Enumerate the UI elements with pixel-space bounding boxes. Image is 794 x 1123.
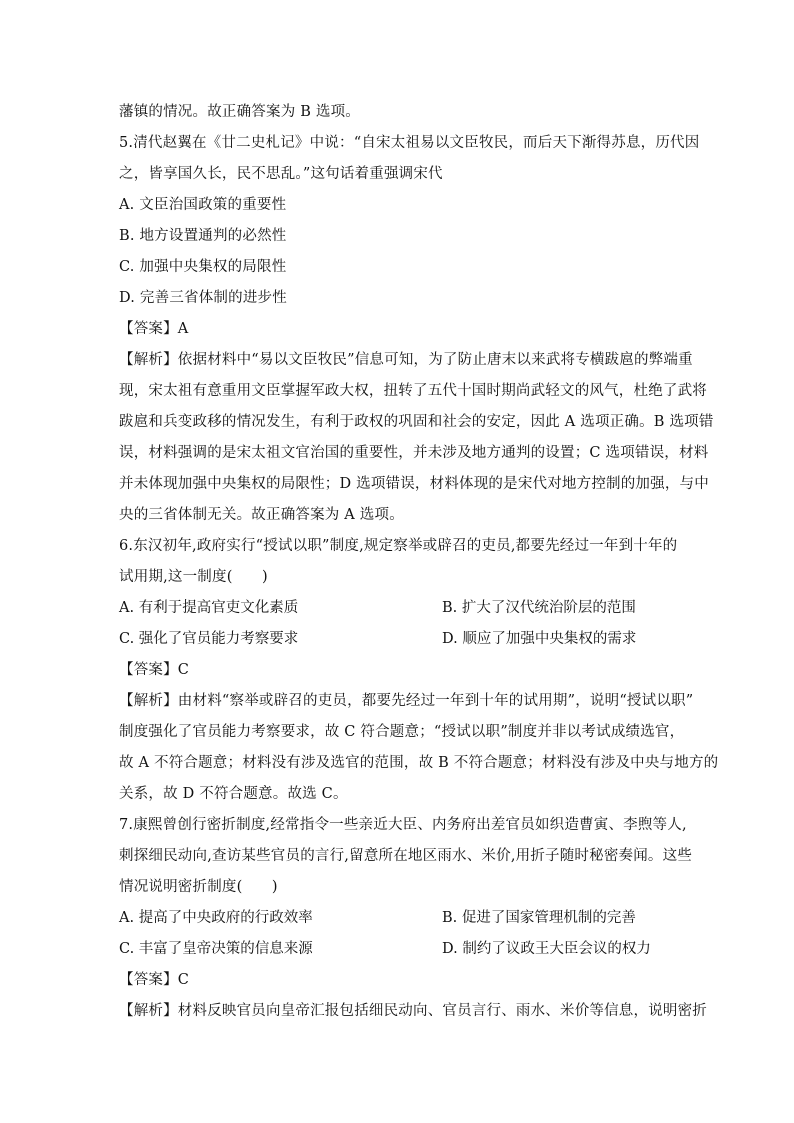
q5-answer: 【答案】A — [119, 321, 189, 337]
q6-analysis: 【解析】由材料“察举或辟召的吏员，都要先经过一年到十年的试用期”，说明“授试以职” — [119, 693, 694, 709]
text-line: 藩镇的情况。故正确答案为 B 选项。 — [119, 104, 360, 120]
q5-analysis: 央的三省体制无关。故正确答案为 A 选项。 — [119, 507, 404, 523]
question-7-stem: 刺探细民动向,查访某些官员的言行,留意所在地区雨水、米价,用折子随时秘密奏闻。这些 — [119, 848, 693, 864]
q5-option-a: A. 文臣治国政策的重要性 — [119, 197, 287, 213]
q6-option-a: A. 有利于提高官吏文化素质 — [119, 600, 299, 616]
q7-answer: 【答案】C — [119, 972, 190, 988]
q5-analysis: 误，材料强调的是宋太祖文官治国的重要性，并未涉及地方通判的设置；C 选项错误，材料 — [119, 445, 709, 461]
q5-analysis: 跋扈和兵变政移的情况发生，有利于政权的巩固和社会的安定，因此 A 选项正确。B 选项错 — [119, 414, 714, 430]
q5-option-b: B. 地方设置通判的必然性 — [119, 228, 287, 244]
q5-option-c: C. 加强中央集权的局限性 — [119, 259, 287, 275]
q6-answer: 【答案】C — [119, 662, 190, 678]
question-6-stem: 6.东汉初年,政府实行“授试以职”制度,规定察举或辟召的吏员,都要先经过一年到十年的 — [119, 538, 678, 554]
q7-option-a: A. 提高了中央政府的行政效率 — [119, 910, 313, 926]
q5-analysis: 现，宋太祖有意重用文臣掌握军政大权，扭转了五代十国时期尚武轻文的风气，杜绝了武将 — [119, 383, 707, 399]
q5-analysis: 【解析】依据材料中“易以文臣牧民”信息可知，为了防止唐末以来武将专横跋扈的弊端重 — [119, 352, 693, 368]
question-5-stem: 5.清代赵翼在《廿二史札记》中说：“自宋太祖易以文臣牧民，而后天下渐得苏息，历代因 — [119, 135, 700, 151]
q7-option-b: B. 促进了国家管理机制的完善 — [442, 910, 636, 926]
q5-option-d: D. 完善三省体制的进步性 — [119, 290, 287, 306]
q7-option-c: C. 丰富了皇帝决策的信息来源 — [119, 941, 313, 957]
q7-analysis: 【解析】材料反映官员向皇帝汇报包括细民动向、官员言行、雨水、米价等信息，说明密折 — [119, 1003, 707, 1019]
question-5-stem: 之，皆享国久长，民不思乱。”这句话着重强调宋代 — [119, 166, 443, 182]
q5-analysis: 并未体现加强中央集权的局限性；D 选项错误，材料体现的是宋代对地方控制的加强，与中 — [119, 476, 709, 492]
q6-option-d: D. 顺应了加强中央集权的需求 — [442, 631, 637, 647]
q6-analysis: 故 A 不符合题意；材料没有涉及选官的范围，故 B 不符合题意；材料没有涉及中央与地方的 — [119, 755, 719, 771]
question-6-stem: 试用期,这一制度( ) — [119, 569, 268, 585]
q6-option-b: B. 扩大了汉代统治阶层的范围 — [442, 600, 636, 616]
question-7-stem: 情况说明密折制度( ) — [119, 879, 278, 895]
q6-option-c: C. 强化了官员能力考察要求 — [119, 631, 299, 647]
q6-analysis: 制度强化了官员能力考察要求，故 C 符合题意；“授试以职”制度并非以考试成绩选官， — [119, 724, 685, 740]
q7-option-d: D. 制约了议政王大臣会议的权力 — [442, 941, 651, 957]
q6-analysis: 关系，故 D 不符合题意。故选 C。 — [119, 786, 348, 802]
question-7-stem: 7.康熙曾创行密折制度,经常指令一些亲近大臣、内务府出差官员如织造曹寅、李煦等人, — [119, 817, 687, 833]
